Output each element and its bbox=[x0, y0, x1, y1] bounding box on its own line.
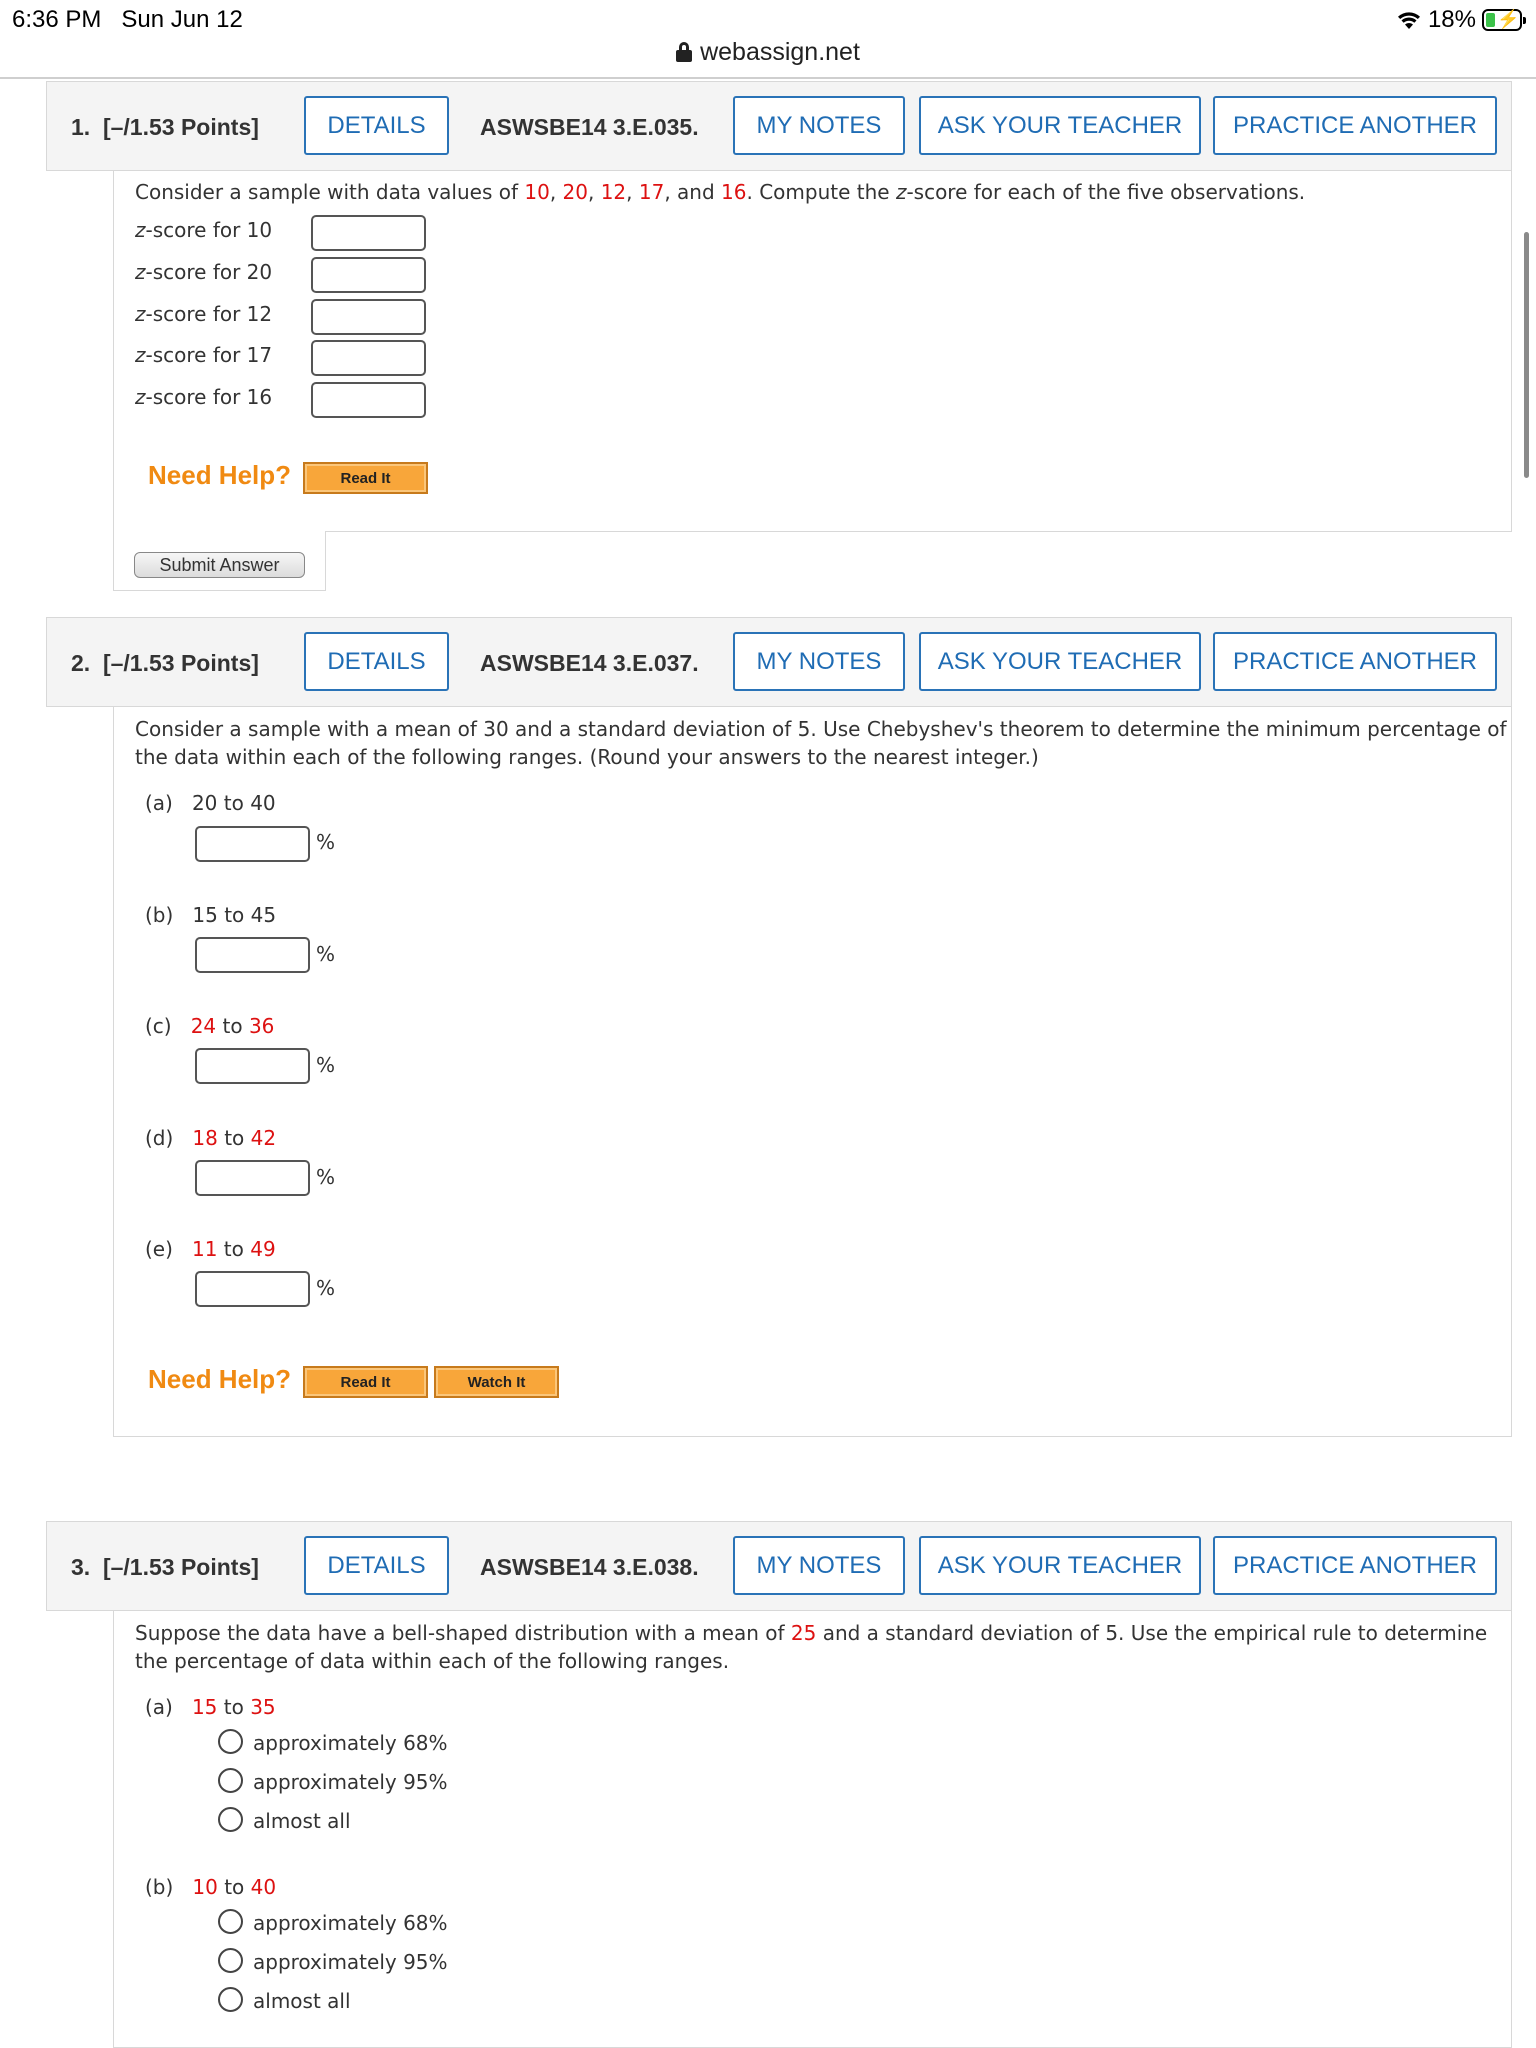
wifi-icon bbox=[1396, 10, 1422, 30]
percent-unit: % bbox=[316, 1165, 336, 1189]
details-button[interactable]: DETAILS bbox=[304, 632, 449, 691]
question-2-prompt: Consider a sample with a mean of 30 and a standard deviation of 5. Use Chebyshev's theorem to determine the minimum percentage of the data within each of the following ranges. (Round your answers to the nearest integer.) bbox=[135, 717, 1507, 769]
percent-input-a[interactable] bbox=[195, 826, 310, 862]
lock-icon bbox=[676, 42, 692, 62]
question-1-header bbox=[46, 81, 1512, 171]
part-e-label: (e) 11 to 49 bbox=[145, 1237, 276, 1261]
ask-teacher-button[interactable]: ASK YOUR TEACHER bbox=[919, 1536, 1201, 1595]
percent-input-e[interactable] bbox=[195, 1271, 310, 1307]
question-1-prompt: Consider a sample with data values of 10, 20, 12, 17, and 16. Compute the z-score for each of the five observations. bbox=[135, 180, 1306, 204]
option-label: almost all bbox=[253, 1809, 351, 1833]
question-3-prompt: Suppose the data have a bell-shaped distribution with a mean of 25 and a standard deviation of 5. Use the empirical rule to determine the percentage of data within each of the following ranges. bbox=[135, 1621, 1488, 1673]
status-time: 6:36 PM Sun Jun 12 bbox=[12, 6, 243, 33]
option-label: approximately 95% bbox=[253, 1950, 448, 1974]
details-button[interactable]: DETAILS bbox=[304, 1536, 449, 1595]
details-button[interactable]: DETAILS bbox=[304, 96, 449, 155]
percent-input-c[interactable] bbox=[195, 1048, 310, 1084]
my-notes-button[interactable]: MY NOTES bbox=[733, 632, 905, 691]
ask-teacher-button[interactable]: ASK YOUR TEACHER bbox=[919, 632, 1201, 691]
percent-unit: % bbox=[316, 830, 336, 854]
my-notes-button[interactable]: MY NOTES bbox=[733, 1536, 905, 1595]
percent-unit: % bbox=[316, 1276, 336, 1300]
percent-input-b[interactable] bbox=[195, 937, 310, 973]
z-score-input-20[interactable] bbox=[311, 257, 426, 293]
read-it-button[interactable]: Read It bbox=[303, 462, 428, 494]
z-score-label: z-score for 17 bbox=[135, 343, 273, 367]
question-code: ASWSBE14 3.E.038. bbox=[480, 1554, 699, 1580]
battery-percent: 18% bbox=[1427, 6, 1476, 33]
status-right bbox=[1396, 6, 1522, 34]
question-2-header bbox=[46, 617, 1512, 707]
percent-unit: % bbox=[316, 1053, 336, 1077]
radio-b-68[interactable] bbox=[218, 1909, 243, 1934]
part-b-label: (b) 15 to 45 bbox=[145, 903, 277, 927]
read-it-button[interactable]: Read It bbox=[303, 1366, 428, 1398]
battery-icon: ⚡ bbox=[1482, 9, 1522, 31]
part-a-label: (a) 20 to 40 bbox=[145, 791, 276, 815]
z-score-input-17[interactable] bbox=[311, 340, 426, 376]
need-help-label: Need Help? bbox=[148, 1364, 292, 1394]
percent-unit: % bbox=[316, 942, 336, 966]
question-number: 2. [–/1.53 Points] bbox=[71, 650, 259, 676]
watch-it-button[interactable]: Watch It bbox=[434, 1366, 559, 1398]
ask-teacher-button[interactable]: ASK YOUR TEACHER bbox=[919, 96, 1201, 155]
scrollbar[interactable] bbox=[1524, 232, 1529, 478]
question-3-header bbox=[46, 1521, 1512, 1611]
practice-another-button[interactable]: PRACTICE ANOTHER bbox=[1213, 96, 1497, 155]
option-label: approximately 68% bbox=[253, 1911, 448, 1935]
part-c-label: (c) 24 to 36 bbox=[145, 1014, 275, 1038]
question-number: 3. [–/1.53 Points] bbox=[71, 1554, 259, 1580]
practice-another-button[interactable]: PRACTICE ANOTHER bbox=[1213, 632, 1497, 691]
z-score-label: z-score for 12 bbox=[135, 302, 273, 326]
z-score-input-16[interactable] bbox=[311, 382, 426, 418]
z-score-label: z-score for 20 bbox=[135, 260, 273, 284]
z-score-label: z-score for 16 bbox=[135, 385, 273, 409]
need-help-label: Need Help? bbox=[148, 460, 292, 490]
option-label: approximately 95% bbox=[253, 1770, 448, 1794]
radio-b-95[interactable] bbox=[218, 1948, 243, 1973]
radio-a-68[interactable] bbox=[218, 1729, 243, 1754]
url-bar[interactable]: webassign.net bbox=[0, 38, 1536, 67]
question-code: ASWSBE14 3.E.035. bbox=[480, 114, 699, 140]
part-b-label: (b) 10 to 40 bbox=[145, 1875, 277, 1899]
practice-another-button[interactable]: PRACTICE ANOTHER bbox=[1213, 1536, 1497, 1595]
radio-a-almost-all[interactable] bbox=[218, 1807, 243, 1832]
radio-b-almost-all[interactable] bbox=[218, 1987, 243, 2012]
option-label: almost all bbox=[253, 1989, 351, 2013]
question-number: 1. [–/1.53 Points] bbox=[71, 114, 259, 140]
divider bbox=[0, 77, 1536, 79]
my-notes-button[interactable]: MY NOTES bbox=[733, 96, 905, 155]
submit-answer-button[interactable]: Submit Answer bbox=[134, 552, 305, 578]
part-d-label: (d) 18 to 42 bbox=[145, 1126, 277, 1150]
percent-input-d[interactable] bbox=[195, 1160, 310, 1196]
z-score-input-10[interactable] bbox=[311, 215, 426, 251]
question-code: ASWSBE14 3.E.037. bbox=[480, 650, 699, 676]
radio-a-95[interactable] bbox=[218, 1768, 243, 1793]
option-label: approximately 68% bbox=[253, 1731, 448, 1755]
z-score-label: z-score for 10 bbox=[135, 218, 273, 242]
part-a-label: (a) 15 to 35 bbox=[145, 1695, 276, 1719]
z-score-input-12[interactable] bbox=[311, 299, 426, 335]
